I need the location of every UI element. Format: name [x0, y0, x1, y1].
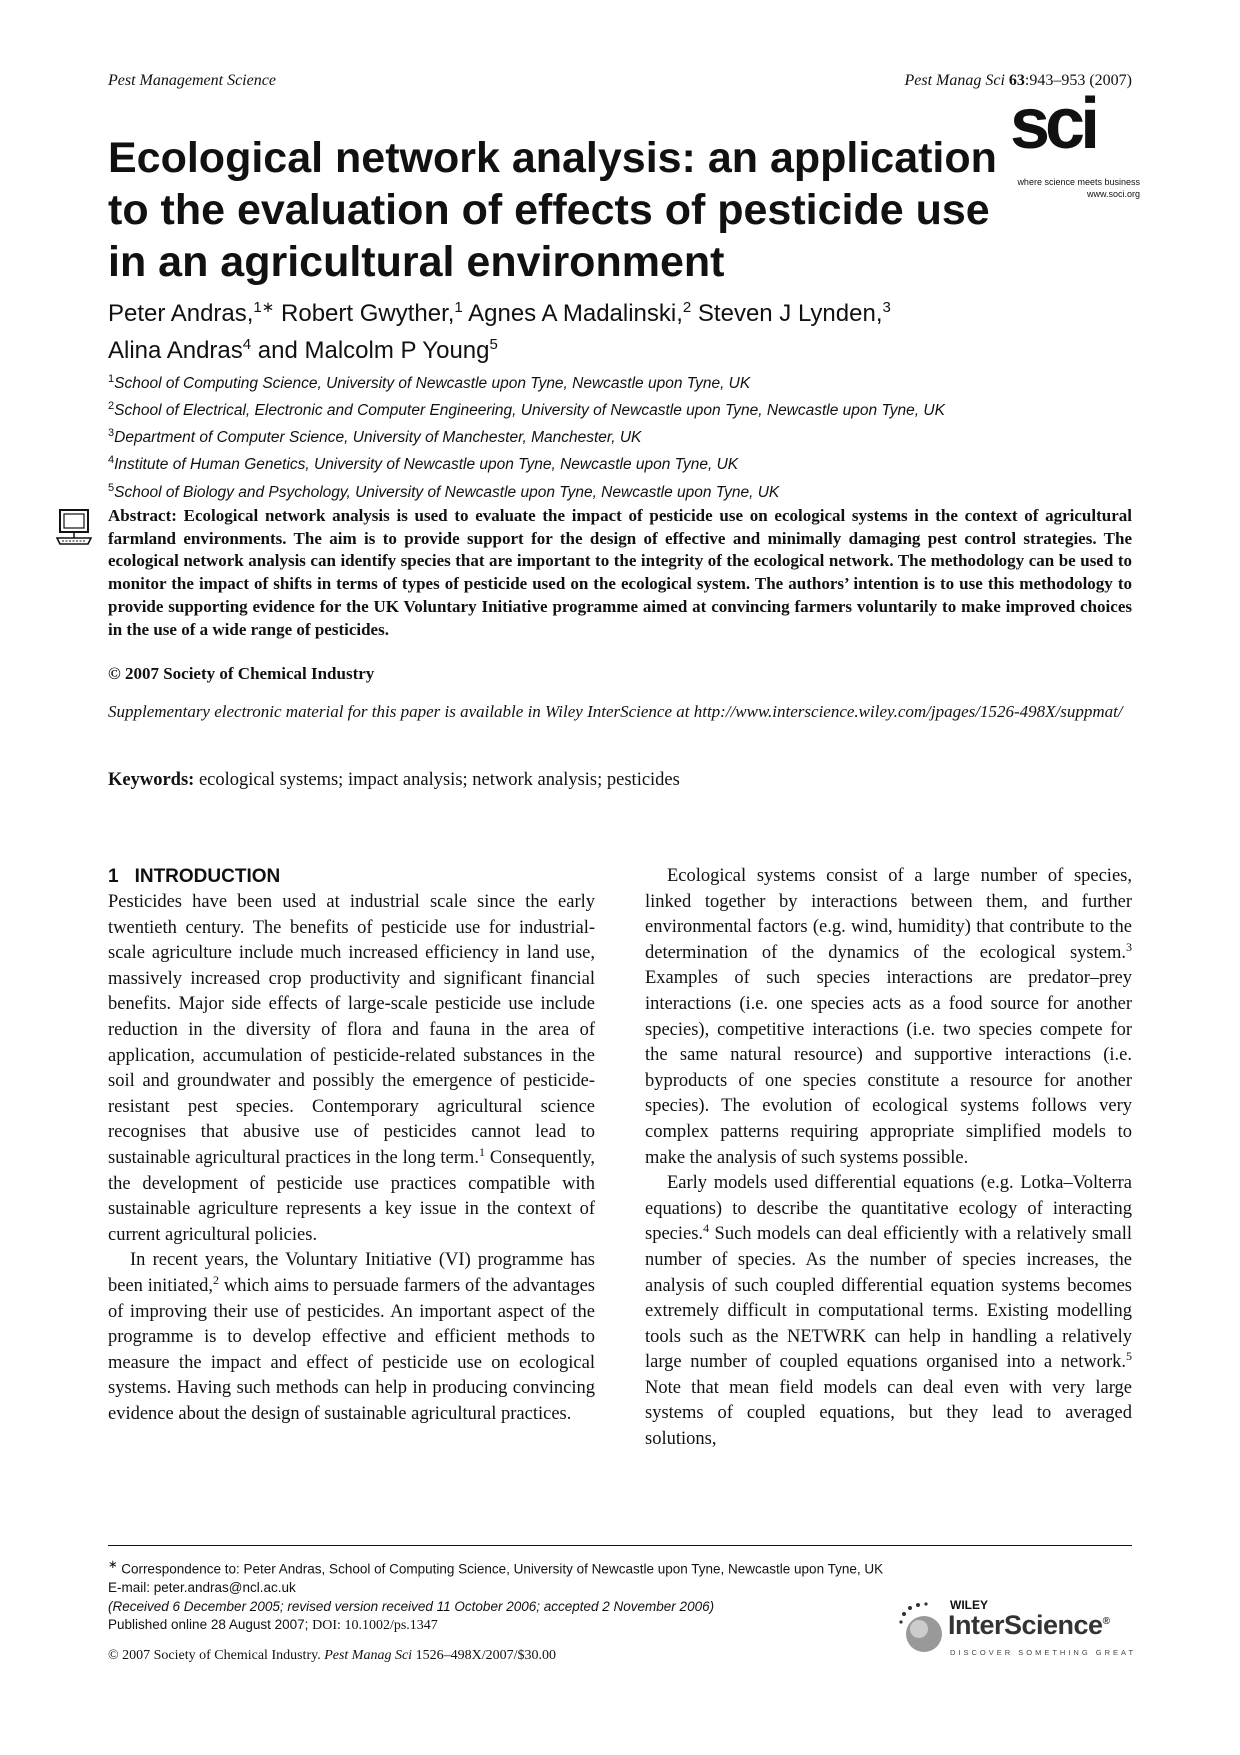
author-name: Robert Gwyther, [274, 300, 455, 327]
footer-copy-text: © 2007 Society of Chemical Industry. [108, 1648, 325, 1663]
citation-pages: :943–953 (2007) [1024, 72, 1132, 89]
keywords-label: Keywords: [108, 770, 195, 790]
abstract-text: Abstract: Ecological network analysis is used to evaluate the impact of pesticide use on ecological systems in the context of agricultural farmland environments. The aim is to provide support for the design of effective and minimally damaging pest control strategies. The ecological network analysis can identify species that are important to the integrity of the ecological network. The methodology can be used to monitor the impact of shifts in terms of types of pesticide used on the ecological system. The authors’ intention is to use this methodology to provide supporting evidence for the UK Voluntary Initiative programme aimed at convincing farmers voluntarily to make improved choices in the use of a wide range of pesticides. [108, 506, 1132, 639]
body-column-right [645, 864, 1132, 1453]
affiliation-text: Department of Computer Science, University of Manchester, Manchester, UK [114, 429, 642, 447]
footnotes [108, 1556, 948, 1636]
affiliation-line [108, 422, 1128, 449]
doi-text: DOI: 10.1002/ps.1347 [312, 1618, 438, 1633]
affiliation-number: 4 [108, 454, 115, 467]
body-paragraph [108, 1248, 595, 1427]
author-name: Alina Andras [108, 337, 243, 364]
footnote-star: ∗ [108, 1559, 118, 1571]
affiliation-text: Institute of Human Genetics, University of Newcastle upon Tyne, Newcastle upon Tyne, UK [114, 456, 739, 474]
email-note: E-mail: peter.andras@ncl.ac.uk [108, 1580, 296, 1595]
wiley-wordmark: WILEY [950, 1598, 988, 1612]
reference-mark: 5 [1126, 1349, 1132, 1364]
paragraph-text: which aims to persuade farmers of the advantages of improving their use of pesticides. An important aspect of the programme is to develop effective and efficient methods to measure the impact and effect of pesticide use on ecological systems. Having such methods can help in producing convincing evidence about the design of sustainable agricultural practices. [108, 1275, 595, 1424]
computer-icon [56, 508, 92, 546]
sci-tagline-text: where science meets business [1017, 177, 1140, 187]
affiliation-line [108, 449, 1128, 476]
keywords [108, 770, 680, 791]
paragraph-text: Ecological systems consist of a large number of species, linked together by interactions between them, and further environmental factors (e.g. wind, humidity) that contribute to the determination of the dynamics of the ecological system. [645, 866, 1132, 963]
paragraph-text: Such models can deal efficiently with a relatively small number of species. As the number of species increases, the analysis of such coupled differential equation systems becomes extremely difficult in computational terms. Existing modelling tools such as the NETWRK can help in handling a relatively large number of coupled equations organised into a network. [645, 1224, 1132, 1373]
reference-mark: 3 [1126, 939, 1132, 954]
sci-url-text: www.soci.org [1086, 189, 1140, 199]
affiliation-line [108, 395, 1128, 422]
paragraph-text: Note that mean field models can deal even with very large systems of coupled equations, but they lead to averaged solutions, [645, 1377, 1132, 1450]
paragraph-text: Examples of such species interactions are predator–prey interactions (i.e. one species acts as a food source for another species), competitive interactions (i.e. two species compete for the same natural resource) and supportive interactions (i.e. byproducts of one species constitute a resource for another species). The evolution of ecological systems follows very complex patterns requiring appropriate simplified models to make the analysis of such systems possible. [645, 968, 1132, 1168]
sci-logo-tagline [1017, 176, 1140, 200]
affiliation-line [108, 477, 1128, 504]
footer-copyright [108, 1648, 556, 1664]
author-affiliation-mark: 1 [454, 299, 463, 316]
published-note [108, 1616, 948, 1636]
affiliation-number: 2 [108, 400, 115, 413]
sci-logo [1010, 84, 1140, 202]
reference-mark: 2 [213, 1272, 220, 1287]
paragraph-text: In recent years, the Voluntary Initiative (VI) programme has been initiated, [108, 1250, 595, 1296]
paragraph-text: Pesticides have been used at industrial scale since the early twentieth century. The benefits of pesticide use for industrial-scale agriculture include much increased efficiency in land use, massively increased crop productivity and significant financial benefits. Major side effects of large-scale pesticide use include reduction in the diversity of flora and fauna in the area of application, accumulation of pesticide-related substances in the soil and groundwater and possibly the emergence of pesticide-resistant pest species. Contemporary agricultural science recognises that abusive use of pesticides cannot lead to sustainable agricultural practices in the long term. [108, 892, 595, 1168]
author-name: Agnes A Madalinski, [462, 300, 683, 327]
author-name: Peter Andras, [108, 300, 254, 327]
footer-issn: 1526–498X/2007/$30.00 [412, 1648, 556, 1663]
paragraph-text: Consequently, the development of pesticide use practices compatible with sustainable agriculture represents a key issue in the context of current agricultural policies. [108, 1147, 596, 1245]
body-paragraph [108, 890, 595, 1248]
author-list [108, 292, 1068, 366]
affiliation-text: School of Computing Science, University of Newcastle upon Tyne, Newcastle upon Tyne, UK [114, 375, 751, 393]
running-header-journal: Pest Management Science [108, 72, 276, 89]
affiliation-list [108, 368, 1128, 504]
affiliation-line [108, 368, 1128, 395]
author-name: Steven J Lynden, [691, 300, 883, 327]
wiley-tagline: DISCOVER SOMETHING GREAT [950, 1648, 1137, 1657]
citation-journal: Pest Manag Sci [904, 72, 1005, 89]
section-heading [108, 864, 595, 890]
affiliation-text: School of Electrical, Electronic and Computer Engineering, University of Newcastle upon Tyne, Newcastle upon Tyne, UK [114, 402, 945, 420]
published-text: Published online 28 August 2007; [108, 1617, 313, 1632]
footnote-divider [108, 1545, 1132, 1546]
sci-logo-word: sci [1010, 84, 1096, 164]
abstract-copyright: © 2007 Society of Chemical Industry [108, 664, 375, 683]
citation-volume: 63 [1008, 72, 1025, 89]
body-paragraph [645, 1171, 1132, 1453]
affiliation-number: 3 [108, 427, 115, 440]
reference-mark: 1 [478, 1144, 485, 1159]
body-column-left [108, 864, 595, 1427]
wiley-globe-icon [898, 1600, 946, 1658]
footer-journal: Pest Manag Sci [324, 1648, 413, 1663]
author-affiliation-mark: 3 [882, 299, 891, 316]
author-affiliation-mark: 4 [242, 336, 252, 353]
correspondence-text: Correspondence to: Peter Andras, School of Computing Science, University of Newcastle upon Tyne, Newcastle upon Tyne, UK [117, 1561, 884, 1577]
affiliation-number: 1 [108, 373, 115, 385]
author-name: and Malcolm P Young [251, 337, 490, 364]
affiliation-number: 5 [108, 481, 115, 494]
author-affiliation-mark: 2 [682, 299, 692, 316]
body-paragraph [645, 864, 1132, 1171]
affiliation-text: School of Biology and Psychology, University of Newcastle upon Tyne, Newcastle upon Tyne, UK [114, 483, 780, 501]
interscience-text: InterScience [948, 1610, 1103, 1640]
reference-mark: 4 [703, 1221, 710, 1236]
section-number: 1 [108, 866, 119, 887]
wiley-interscience-logo [898, 1598, 1138, 1670]
section-title: INTRODUCTION [134, 866, 281, 887]
keywords-text: ecological systems; impact analysis; network analysis; pesticides [194, 770, 680, 790]
received-note: (Received 6 December 2005; revised version received 11 October 2006; accepted 2 November 2006) [108, 1598, 715, 1614]
interscience-wordmark [948, 1610, 1109, 1641]
registered-mark: ® [1102, 1616, 1110, 1627]
author-affiliation-mark: 1∗ [253, 299, 275, 316]
author-affiliation-mark: 5 [489, 336, 498, 353]
paragraph-text: Early models used differential equations (e.g. Lotka–Volterra equations) to describe the quantitative ecology of interacting species. [645, 1173, 1132, 1245]
article-title: Ecological network analysis: an application to the evaluation of effects of pesticide use in an agricultural environment [108, 134, 997, 286]
supplementary-note: Supplementary electronic material for this paper is available in Wiley InterScience at http://www.interscience.wiley.com/jpages/1526-498X/suppmat/ [108, 702, 1123, 721]
correspondence-note [108, 1556, 948, 1579]
